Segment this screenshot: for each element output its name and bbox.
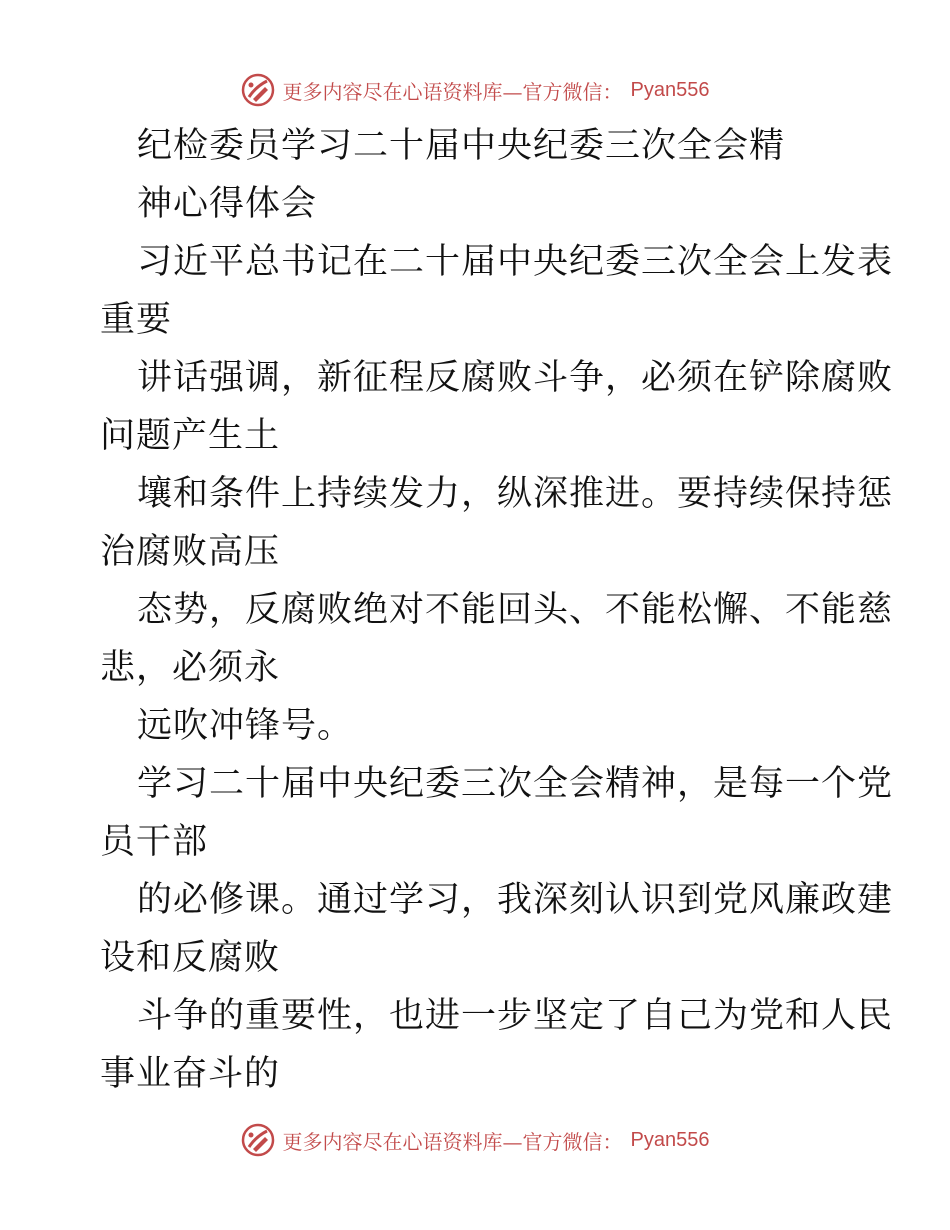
header-watermark bbox=[0, 70, 950, 110]
paragraph-line: 学习二十届中央纪委三次全会精神，是每一个党 bbox=[137, 764, 894, 804]
paragraph-line: 态势，反腐败绝对不能回头、不能松懈、不能慈 bbox=[137, 590, 894, 630]
watermark-text: 更多内容尽在心语资料库—官方微信： bbox=[282, 1129, 623, 1154]
footer-watermark bbox=[0, 1120, 950, 1160]
paragraph-line: 讲话强调，新征程反腐败斗争，必须在铲除腐败 bbox=[137, 358, 894, 398]
paragraph-line: 事业奋斗的 bbox=[100, 1054, 281, 1094]
paragraph-line: 重要 bbox=[100, 300, 173, 340]
paragraph-line: 悲，必须永 bbox=[100, 648, 281, 688]
paragraph-line: 治腐败高压 bbox=[100, 532, 281, 572]
paragraph-line: 员干部 bbox=[100, 822, 209, 862]
paragraph-line: 的必修课。通过学习，我深刻认识到党风廉政建 bbox=[137, 880, 894, 920]
watermark-wechat-id: Pyan556 bbox=[630, 78, 710, 101]
paragraph-line: 斗争的重要性，也进一步坚定了自己为党和人民 bbox=[137, 996, 894, 1036]
title-line-2: 神心得体会 bbox=[137, 184, 318, 224]
paragraph-line: 习近平总书记在二十届中央纪委三次全会上发表 bbox=[137, 242, 894, 282]
paragraph-line: 壤和条件上持续发力，纵深推进。要持续保持惩 bbox=[137, 474, 894, 514]
watermark-wechat-id: Pyan556 bbox=[630, 1128, 710, 1151]
paragraph-line: 远吹冲锋号。 bbox=[137, 706, 354, 746]
watermark-text: 更多内容尽在心语资料库—官方微信： bbox=[282, 79, 623, 104]
paragraph-line: 问题产生土 bbox=[100, 416, 281, 456]
paragraph-line: 设和反腐败 bbox=[100, 938, 281, 978]
pen-seal-icon bbox=[241, 73, 275, 107]
title-line-1: 纪检委员学习二十届中央纪委三次全会精 bbox=[137, 126, 786, 166]
pen-seal-icon bbox=[241, 1123, 275, 1157]
